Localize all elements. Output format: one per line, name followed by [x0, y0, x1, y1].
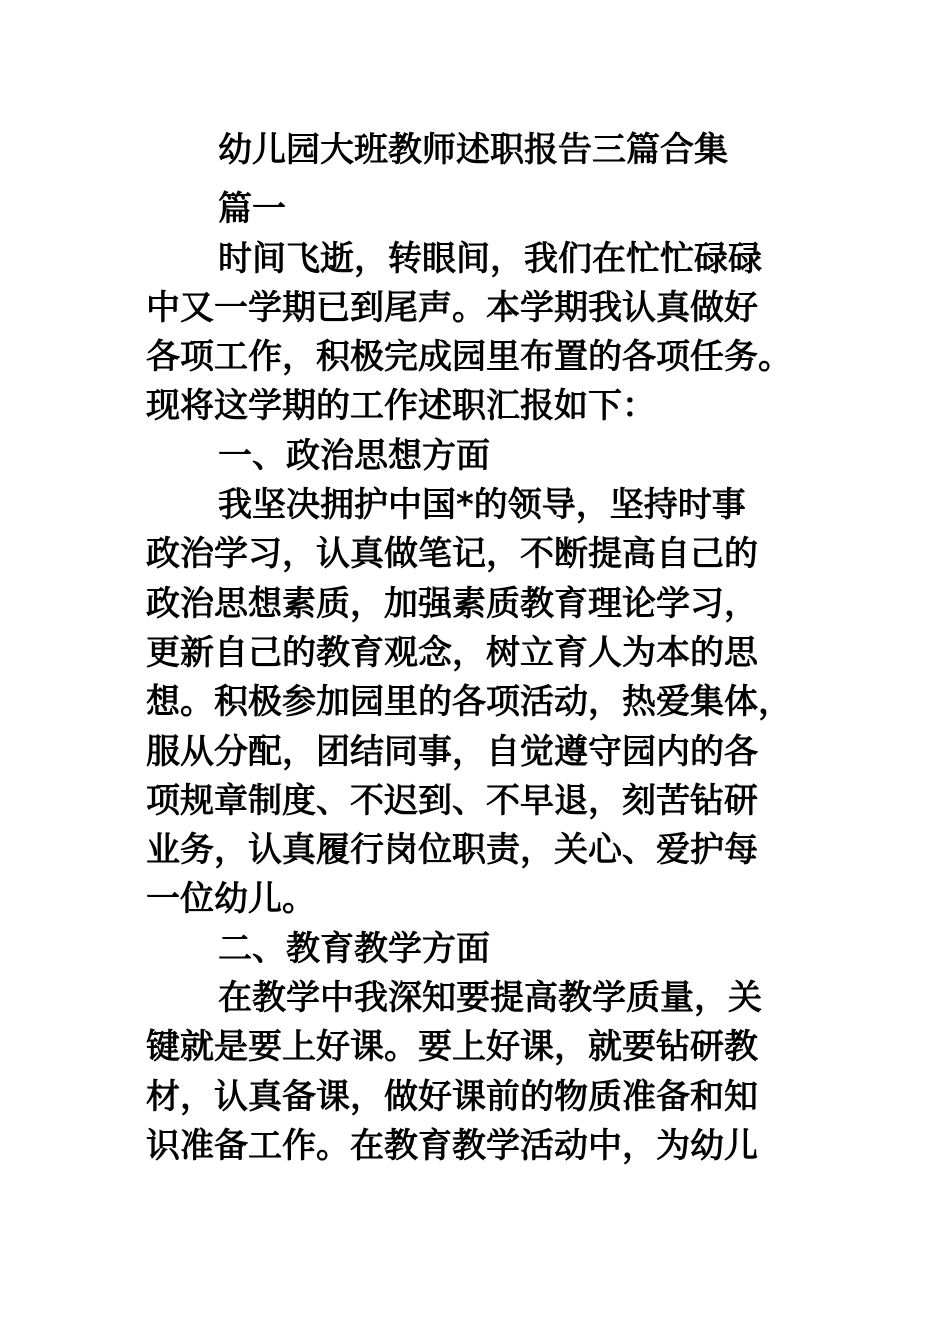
paragraph-line: 识准备工作。在教育教学活动中，为幼儿: [146, 1125, 758, 1166]
section-heading: 二、教育教学方面: [218, 928, 490, 969]
paragraph-line: 项规章制度、不迟到、不早退，刻苦钻研: [146, 780, 758, 821]
paragraph-line: 一位幼儿。: [146, 879, 316, 920]
section-heading: 篇一: [218, 189, 286, 230]
title-spacing: [146, 175, 806, 185]
paragraph-line: 各项工作，积极完成园里布置的各项任务。: [146, 337, 792, 378]
document-body: [146, 126, 806, 1171]
section-heading: 一、政治思想方面: [218, 435, 490, 476]
paragraph-line: 更新自己的教育观念，树立育人为本的思: [146, 632, 758, 673]
paragraph-line: 政治思想素质，加强素质教育理论学习，: [146, 583, 758, 624]
paragraph-line: 时间飞逝，转眼间，我们在忙忙碌碌: [218, 238, 762, 279]
paragraph-line: 想。积极参加园里的各项活动，热爱集体，: [146, 682, 792, 723]
document-title: 幼儿园大班教师述职报告三篇合集: [218, 130, 728, 170]
paragraph-line: 键就是要上好课。要上好课，就要钻研教: [146, 1027, 758, 1068]
paragraph-line: 政治学习，认真做笔记，不断提高自己的: [146, 534, 758, 575]
paragraph-line: 我坚决拥护中国*的领导，坚持时事: [218, 485, 746, 526]
paragraph-line: 材，认真备课，做好课前的物质准备和知: [146, 1076, 758, 1117]
paragraph-line: 服从分配，团结同事，自觉遵守园内的各: [146, 731, 758, 772]
paragraph-line: 在教学中我深知要提高教学质量，关: [218, 978, 762, 1019]
paragraph-line: 中又一学期已到尾声。本学期我认真做好: [146, 287, 758, 328]
paragraph-line: 现将这学期的工作述职汇报如下：: [146, 386, 656, 427]
paragraph-line: 业务，认真履行岗位职责，关心、爱护每: [146, 830, 758, 871]
